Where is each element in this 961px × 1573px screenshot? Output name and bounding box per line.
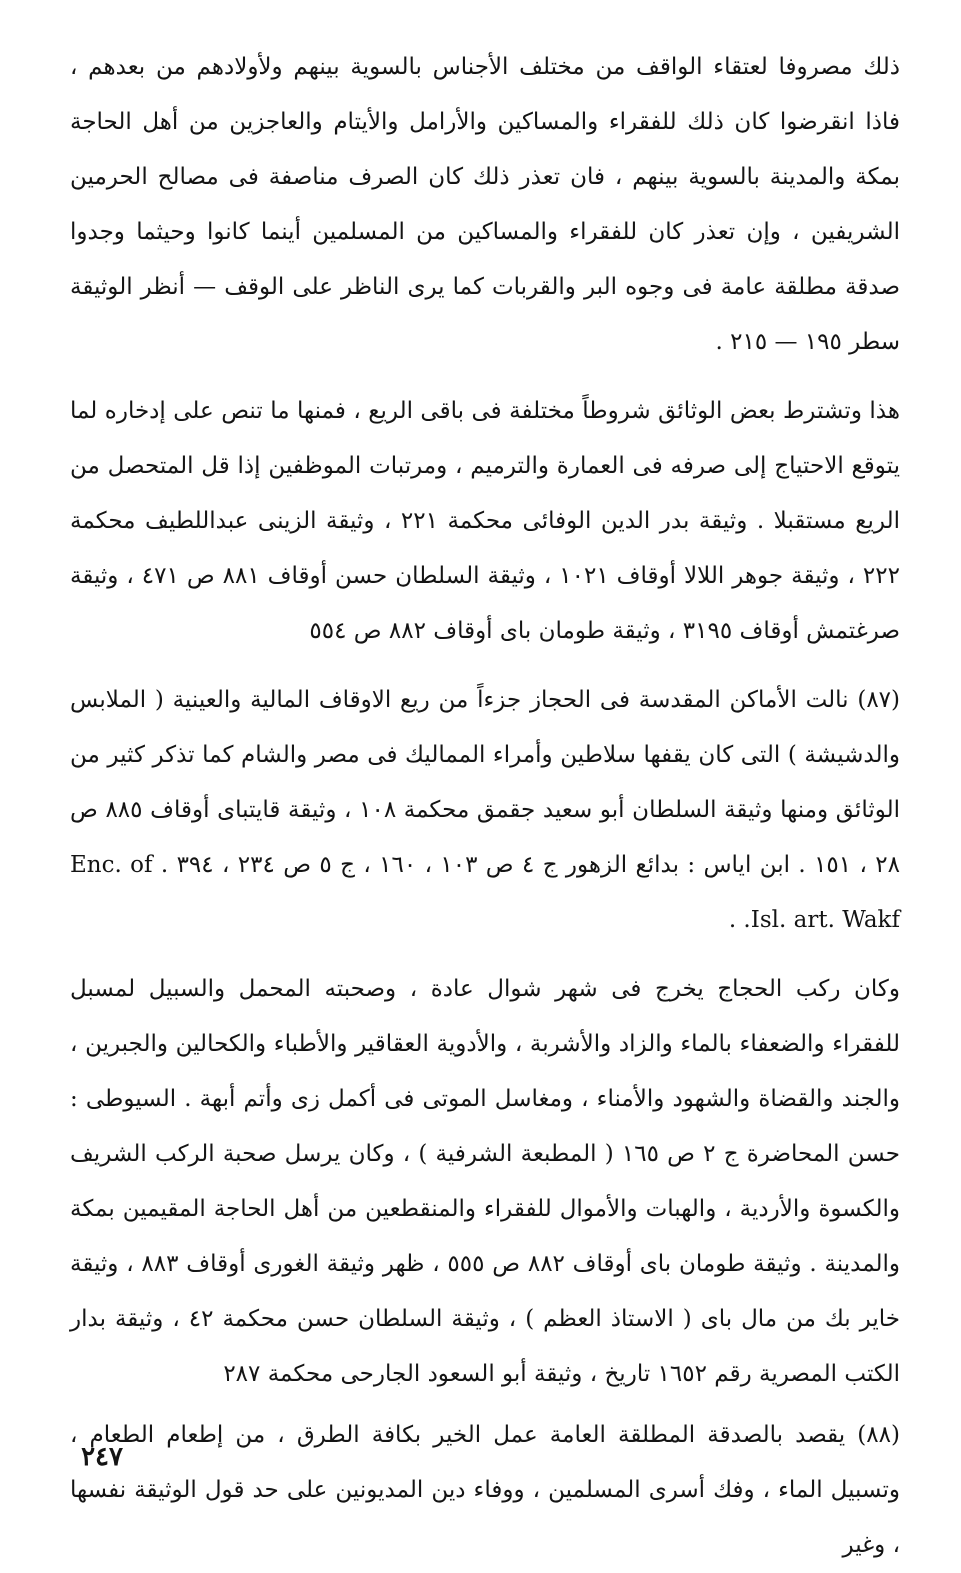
document-page [70,40,901,1558]
paragraph-endowment-distribution: ذلك مصروفا لعتقاء الواقف من مختلف الأجناس بالسوية بينهم ولأولادهم من بعدهم ، فاذا انقرضوا كان ذلك للفقراء والمساكين والأرامل والأيتام والعاجزين من أهل الحاجة بمكة والمدينة بالسوية بينهم ، فان تعذر ذلك كان الصرف مناصفة فى مصالح الحرمين الشريفين ، وإن تعذر كان للفقراء والمساكين من المسلمين أينما كانوا وحيثما وجدوا صدقة مطلقة عامة فى وجوه البر والقربات كما يرى الناظر على الوقف — أنظر الوثيقة سطر ١٩٥ — ٢١٥ . [70,54,900,355]
footnote-88: (٨٨) يقصد بالصدقة المطلقة العامة عمل الخير بكافة الطرق ، من إطعام الطعام ، وتسبيل الماء ، وفك أسرى المسلمين ، ووفاء دين المديونين على حد قول الوثيقة نفسها ، وغير [70,1422,900,1558]
footnote-87: (٨٧) نالت الأماكن المقدسة فى الحجاز جزءاً من ريع الاوقاف المالية والعينية ( الملابس والدشيشة ) التى كان يقفها سلاطين وأمراء المماليك فى مصر والشام كما تذكر كثير من الوثائق ومنها وثيقة السلطان أبو سعيد جقمق محكمة ١٠٨ ، وثيقة قايتباى أوقاف ٨٨٥ ص ٢٨ ، ١٥١ . ابن اياس : بدائع الزهور ج ٤ ص ١٠٣ ، ١٦٠ ، ج ٥ ص ٢٣٤ ، ٣٩٤ . Enc. of Isl. art. Wakf. . [70,687,901,933]
paragraph-pilgrim-caravan: وكان ركب الحجاج يخرج فى شهر شوال عادة ، وصحبته المحمل والسبيل لمسبل للفقراء والضعفاء بالماء والزاد والأشربة ، والأدوية العقاقير والأطباء والكحالين والجبرين ، والجند والقضاة والشهود والأمناء ، ومغاسل الموتى فى أكمل زى وأتم أبهة . السيوطى : حسن المحاضرة ج ٢ ص ١٦٥ ( المطبعة الشرفية ) ، وكان يرسل صحبة الركب الشريف والكسوة والأردية ، والهبات والأموال للفقراء والمنقطعين من أهل الحاجة المقيمين بمكة والمدينة . وثيقة طومان باى أوقاف ٨٨٢ ص ٥٥٥ ، ظهر وثيقة الغورى أوقاف ٨٨٣ ، وثيقة خاير بك من مال باى ( الاستاذ العظم ) ، وثيقة السلطان حسن محكمة ٤٢ ، وثيقة بدار الكتب المصرية رقم ١٦٥٢ تاريخ ، وثيقة أبو السعود الجارحى محكمة ٢٨٧ [70,976,900,1387]
paragraph-revenue-conditions: هذا وتشترط بعض الوثائق شروطاً مختلفة فى باقى الريع ، فمنها ما تنص على إدخاره لما يتوقع الاحتياج إلى صرفه فى العمارة والترميم ، ومرتبات الموظفين إذا قل المتحصل من الريع مستقبلا . وثيقة بدر الدين الوفائى محكمة ٢٢١ ، وثيقة الزينى عبداللطيف محكمة ٢٢٢ ، وثيقة جوهر اللالا أوقاف ١٠٢١ ، وثيقة السلطان حسن أوقاف ٨٨١ ص ٤٧١ ، وثيقة صرغتمش أوقاف ٣١٩٥ ، وثيقة طومان باى أوقاف ٨٨٢ ص ٥٥٤ [70,398,901,644]
page-number: ٢٤٧ [81,1442,123,1472]
